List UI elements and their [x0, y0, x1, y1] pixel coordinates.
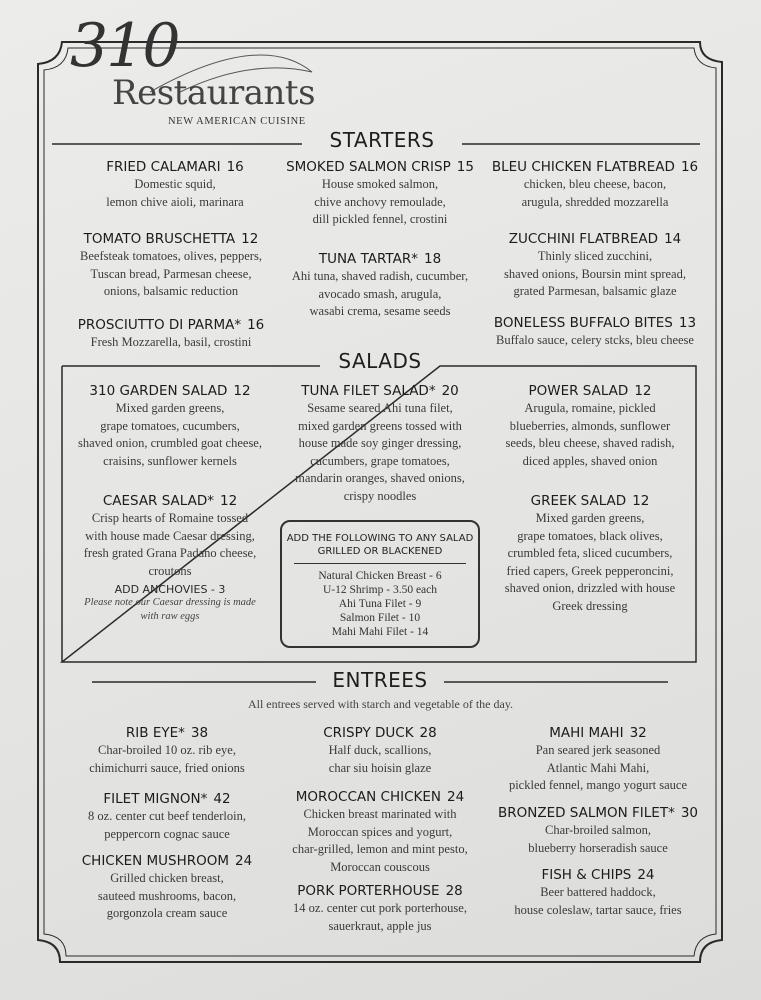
menu-item: BLEU CHICKEN FLATBREAD 16 chicken, bleu cheese, bacon, arugula, shredded mozzarella — [480, 158, 710, 211]
entrees-heading: ENTREES — [332, 668, 428, 692]
menu-item: RIB EYE* 38 Char-broiled 10 oz. rib eye, chimichurri sauce, fried onions — [52, 724, 282, 777]
item-price: 16 — [680, 159, 699, 175]
item-price: 28 — [419, 725, 437, 741]
menu-item: TOMATO BRUSCHETTA 12 Beefsteak tomatoes, olives, peppers, Tuscan bread, Parmesan cheese, onions, balsamic reduction — [46, 230, 296, 301]
item-name: RIB EYE* 38 — [125, 725, 209, 741]
brand-number: 310 — [70, 11, 179, 81]
addon-option: Ahi Tuna Filet - 9 — [338, 598, 422, 610]
menu-item: MOROCCAN CHICKEN 24 Chicken breast marinated with Moroccan spices and yogurt, char-grilled, lemon and mint pesto, Moroccan couscous — [262, 788, 498, 876]
item-name: CHICKEN MUSHROOM 24 — [81, 853, 253, 869]
item-price: 18 — [423, 251, 442, 267]
item-price: 15 — [456, 159, 474, 175]
item-name: 310 GARDEN SALAD 12 — [89, 383, 251, 399]
menu-item: PROSCIUTTO DI PARMA* 16 Fresh Mozzarella, basil, crostini — [46, 316, 296, 352]
menu-item: FRIED CALAMARI 16 Domestic squid, lemon chive aioli, marinara — [60, 158, 290, 211]
add-anchovies: ADD ANCHOVIES - 3 — [114, 583, 226, 596]
item-name: PROSCIUTTO DI PARMA* 16 — [77, 317, 265, 333]
item-price: 38 — [190, 725, 209, 741]
item-price: 13 — [678, 315, 697, 331]
salad-addons-box: ADD THE FOLLOWING TO ANY SALAD GRILLED OR BLACKENED Natural Chicken Breast - 6 U-12 Shrimp - 3.50 each Ahi Tuna Filet - 9 Salmon Filet - 10 Mahi Mahi Filet - 14 — [280, 520, 480, 648]
item-price: 16 — [247, 317, 265, 333]
item-name: BLEU CHICKEN FLATBREAD 16 — [491, 159, 699, 175]
menu-item: MAHI MAHI 32 Pan seared jerk seasoned Atlantic Mahi Mahi, pickled fennel, mango yogurt sauce — [482, 724, 714, 795]
addon-option: Natural Chicken Breast - 6 — [318, 570, 442, 582]
menu-item: CRISPY DUCK 28 Half duck, scallions, char siu hoisin glaze — [262, 724, 498, 777]
item-price: 16 — [226, 159, 244, 175]
starters-heading: STARTERS — [329, 128, 435, 152]
item-price: 12 — [241, 231, 259, 247]
item-price: 30 — [680, 805, 699, 821]
brand-name: Restaurants — [112, 73, 316, 113]
menu-item: 310 GARDEN SALAD 12 Mixed garden greens, grape tomatoes, cucumbers, shaved onion, crumbled goat cheese, craisins, sunflower kernels — [64, 382, 276, 470]
item-price: 32 — [629, 725, 647, 741]
item-price: 12 — [632, 493, 650, 509]
item-price: 24 — [235, 853, 253, 869]
item-price: 28 — [445, 883, 463, 899]
item-name: TUNA FILET SALAD* 20 — [301, 383, 459, 399]
menu-item: FISH & CHIPS 24 Beer battered haddock, house coleslaw, tartar sauce, fries — [482, 866, 714, 919]
item-name: CRISPY DUCK 28 — [323, 725, 437, 741]
menu-item: BONELESS BUFFALO BITES 13 Buffalo sauce, celery stcks, bleu cheese — [476, 314, 714, 350]
salads-heading: SALADS — [338, 349, 422, 373]
item-name: BONELESS BUFFALO BITES 13 — [493, 315, 697, 331]
item-price: 12 — [233, 383, 251, 399]
item-price: 24 — [447, 789, 465, 805]
menu-item: CHICKEN MUSHROOM 24 Grilled chicken breast, sauteed mushrooms, bacon, gorgonzola cream sauce — [52, 852, 282, 923]
item-name: GREEK SALAD 12 — [530, 493, 650, 509]
item-name: TUNA TARTAR* 18 — [318, 251, 442, 267]
item-name: BRONZED SALMON FILET* 30 — [497, 805, 699, 821]
item-name: FILET MIGNON* 42 — [103, 791, 231, 807]
item-price: 12 — [220, 493, 238, 509]
item-name: TOMATO BRUSCHETTA 12 — [83, 231, 259, 247]
item-name: CAESAR SALAD* 12 — [102, 493, 238, 509]
menu-item: FILET MIGNON* 42 8 oz. center cut beef tenderloin, peppercorn cognac sauce — [52, 790, 282, 843]
brand-tagline: NEW AMERICAN CUISINE — [168, 116, 306, 127]
item-name: PORK PORTERHOUSE 28 — [297, 883, 463, 899]
menu-item: CAESAR SALAD* 12 Crisp hearts of Romaine tossed with house made Caesar dressing, fresh grated Grana Padano cheese, croutons ADD ANCHOVIES - 3 Please note our Caesar dressing is made with raw eggs — [64, 492, 276, 624]
addon-option: U-12 Shrimp - 3.50 each — [322, 584, 438, 596]
menu-item: PORK PORTERHOUSE 28 14 oz. center cut pork porterhouse, sauerkraut, apple jus — [262, 882, 498, 935]
menu-item: SMOKED SALMON CRISP 15 House smoked salmon, chive anchovy remoulade, dill pickled fennel, crostini — [270, 158, 490, 229]
menu-item: ZUCCHINI FLATBREAD 14 Thinly sliced zucchini, shaved onions, Boursin mint spread, grated Parmesan, balsamic glaze — [476, 230, 714, 301]
caesar-note: Please note our Caesar dressing is made — [84, 597, 256, 608]
item-name: SMOKED SALMON CRISP 15 — [286, 159, 474, 175]
menu-item: TUNA FILET SALAD* 20 Sesame seared Ahi tuna filet, mixed garden greens tossed with house made soy ginger dressing, cucumbers, grape tomatoes, mandarin oranges, shaved onions, crispy noodles — [272, 382, 488, 505]
menu-item: TUNA TARTAR* 18 Ahi tuna, shaved radish, cucumber, avocado smash, arugula, wasabi crema, sesame seeds — [262, 250, 498, 321]
item-name: FRIED CALAMARI 16 — [106, 159, 244, 175]
item-price: 12 — [634, 383, 652, 399]
item-name: POWER SALAD 12 — [528, 383, 652, 399]
entrees-note: All entrees served with starch and vegetable of the day. — [247, 697, 514, 711]
menu-item: GREEK SALAD 12 Mixed garden greens, grape tomatoes, black olives, crumbled feta, sliced cucumbers, fried capers, Greek pepperoncini, shaved onion, drizzled with house Greek dressing — [486, 492, 694, 615]
addon-option: Mahi Mahi Filet - 14 — [331, 626, 429, 638]
item-price: 20 — [441, 383, 459, 399]
menu-item: BRONZED SALMON FILET* 30 Char-broiled salmon, blueberry horseradish sauce — [482, 804, 714, 857]
item-price: 14 — [664, 231, 682, 247]
item-name: MOROCCAN CHICKEN 24 — [295, 789, 465, 805]
item-name: MAHI MAHI 32 — [549, 725, 647, 741]
menu-item: POWER SALAD 12 Arugula, romaine, pickled blueberries, almonds, sunflower seeds, bleu cheese, shaved radish, diced apples, shaved onion — [486, 382, 694, 470]
item-name: FISH & CHIPS 24 — [541, 867, 655, 883]
item-price: 42 — [213, 791, 231, 807]
addon-option: Salmon Filet - 10 — [339, 612, 421, 624]
item-name: ZUCCHINI FLATBREAD 14 — [508, 231, 682, 247]
item-price: 24 — [637, 867, 655, 883]
